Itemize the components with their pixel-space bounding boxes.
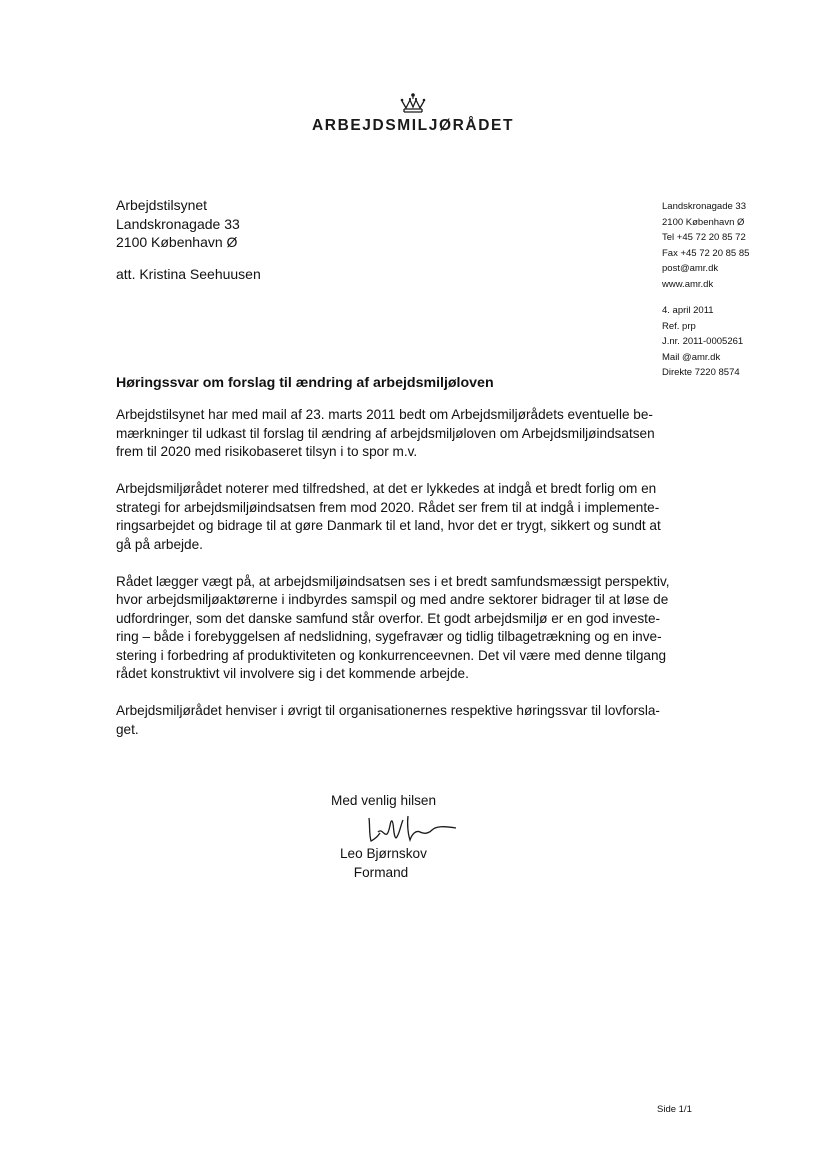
- closing-greeting: Med venlig hilsen: [331, 793, 437, 808]
- sender-line: Landskronagade 33: [662, 201, 746, 212]
- meta-direct-phone: Direkte 7220 8574: [662, 367, 740, 378]
- body-line: strategi for arbejdsmiljøindsatsen frem mod 2020. Rådet ser frem til at indgå i implemente-: [116, 499, 660, 515]
- body-line: Arbejdsmiljørådet henviser i øvrigt til organisationernes respektive høringssvar til lovforsla-: [116, 703, 660, 718]
- signer-block: [340, 845, 427, 882]
- sender-address: [662, 199, 749, 292]
- body-paragraph: [116, 702, 660, 739]
- letter-subject: Høringssvar om forslag til ændring af arbejdsmiljøloven: [116, 375, 494, 391]
- sender-phone: Tel +45 72 20 85 72: [662, 232, 746, 243]
- body-line: stering i forbedring af produktiviteten og konkurrenceevnen. Det vil være med denne tilgang: [116, 647, 667, 663]
- letter-meta: [662, 303, 743, 381]
- signer-title: Formand: [353, 864, 409, 880]
- body-line: Rådet lægger vægt på, at arbejdsmiljøindsatsen ses i et bredt samfundsmæssigt perspektiv,: [116, 573, 670, 589]
- body-line: get.: [116, 721, 139, 737]
- body-line: ring – både i forebyggelsen af nedslidning, sygefravær og tidlig tilbagetrækning og en inve-: [116, 629, 662, 644]
- body-line: hvor arbejdsmiljøaktørerne i indbyrdes samspil og med andre sektorer bidrager til at løse de: [116, 592, 669, 607]
- page-number: Side 1/1: [657, 1104, 692, 1115]
- body-line: gå på arbejde.: [116, 536, 203, 552]
- body-paragraph: [116, 406, 656, 462]
- letter-body: [116, 406, 670, 758]
- meta-ref: Ref. prp: [662, 320, 696, 332]
- body-line: mærkninger til udkast til forslag til ændring af arbejdsmiljøloven om Arbejdsmiljøindsatsen: [116, 425, 655, 441]
- body-line: Arbejdsmiljørådet noterer med tilfredshed, at det er lykkedes at indgå et bredt forlig om en: [116, 481, 657, 496]
- recipient-address: [116, 196, 240, 252]
- sender-email: post@amr.dk: [662, 263, 719, 274]
- meta-journal-number: J.nr. 2011-0005261: [662, 336, 744, 347]
- sender-line: 2100 København Ø: [662, 216, 745, 228]
- recipient-line: 2100 København Ø: [116, 234, 238, 250]
- body-line: ringsarbejdet og bidrage til at gøre Danmark til et land, hvor det er trygt, sikkert og sundt at: [116, 518, 661, 533]
- body-paragraph: [116, 573, 670, 684]
- body-paragraph: [116, 480, 661, 554]
- crown-icon: [398, 92, 428, 116]
- recipient-attention: att. Kristina Seehuusen: [116, 266, 261, 282]
- handwritten-signature: [366, 812, 458, 846]
- sender-fax: Fax +45 72 20 85 85: [662, 247, 750, 259]
- body-line: rådet konstruktivt vil involvere sig i det kommende arbejde.: [116, 666, 469, 681]
- body-line: frem til 2020 med risikobaseret tilsyn i to spor m.v.: [116, 444, 418, 459]
- body-line: udfordringer, som det danske samfund står overfor. Et godt arbejdsmiljø er en god investe-: [116, 610, 661, 626]
- recipient-line: Arbejdstilsynet: [116, 197, 208, 213]
- meta-date: 4. april 2011: [662, 305, 714, 316]
- signer-name: Leo Bjørnskov: [340, 846, 427, 861]
- meta-mail: Mail @amr.dk: [662, 351, 721, 363]
- sender-website: www.amr.dk: [662, 278, 714, 290]
- recipient-line: Landskronagade 33: [116, 215, 240, 232]
- org-name: ARBEJDSMILJØRÅDET: [311, 117, 515, 134]
- body-line: Arbejdstilsynet har med mail af 23. marts 2011 bedt om Arbejdsmiljørådets eventuelle be-: [116, 407, 653, 422]
